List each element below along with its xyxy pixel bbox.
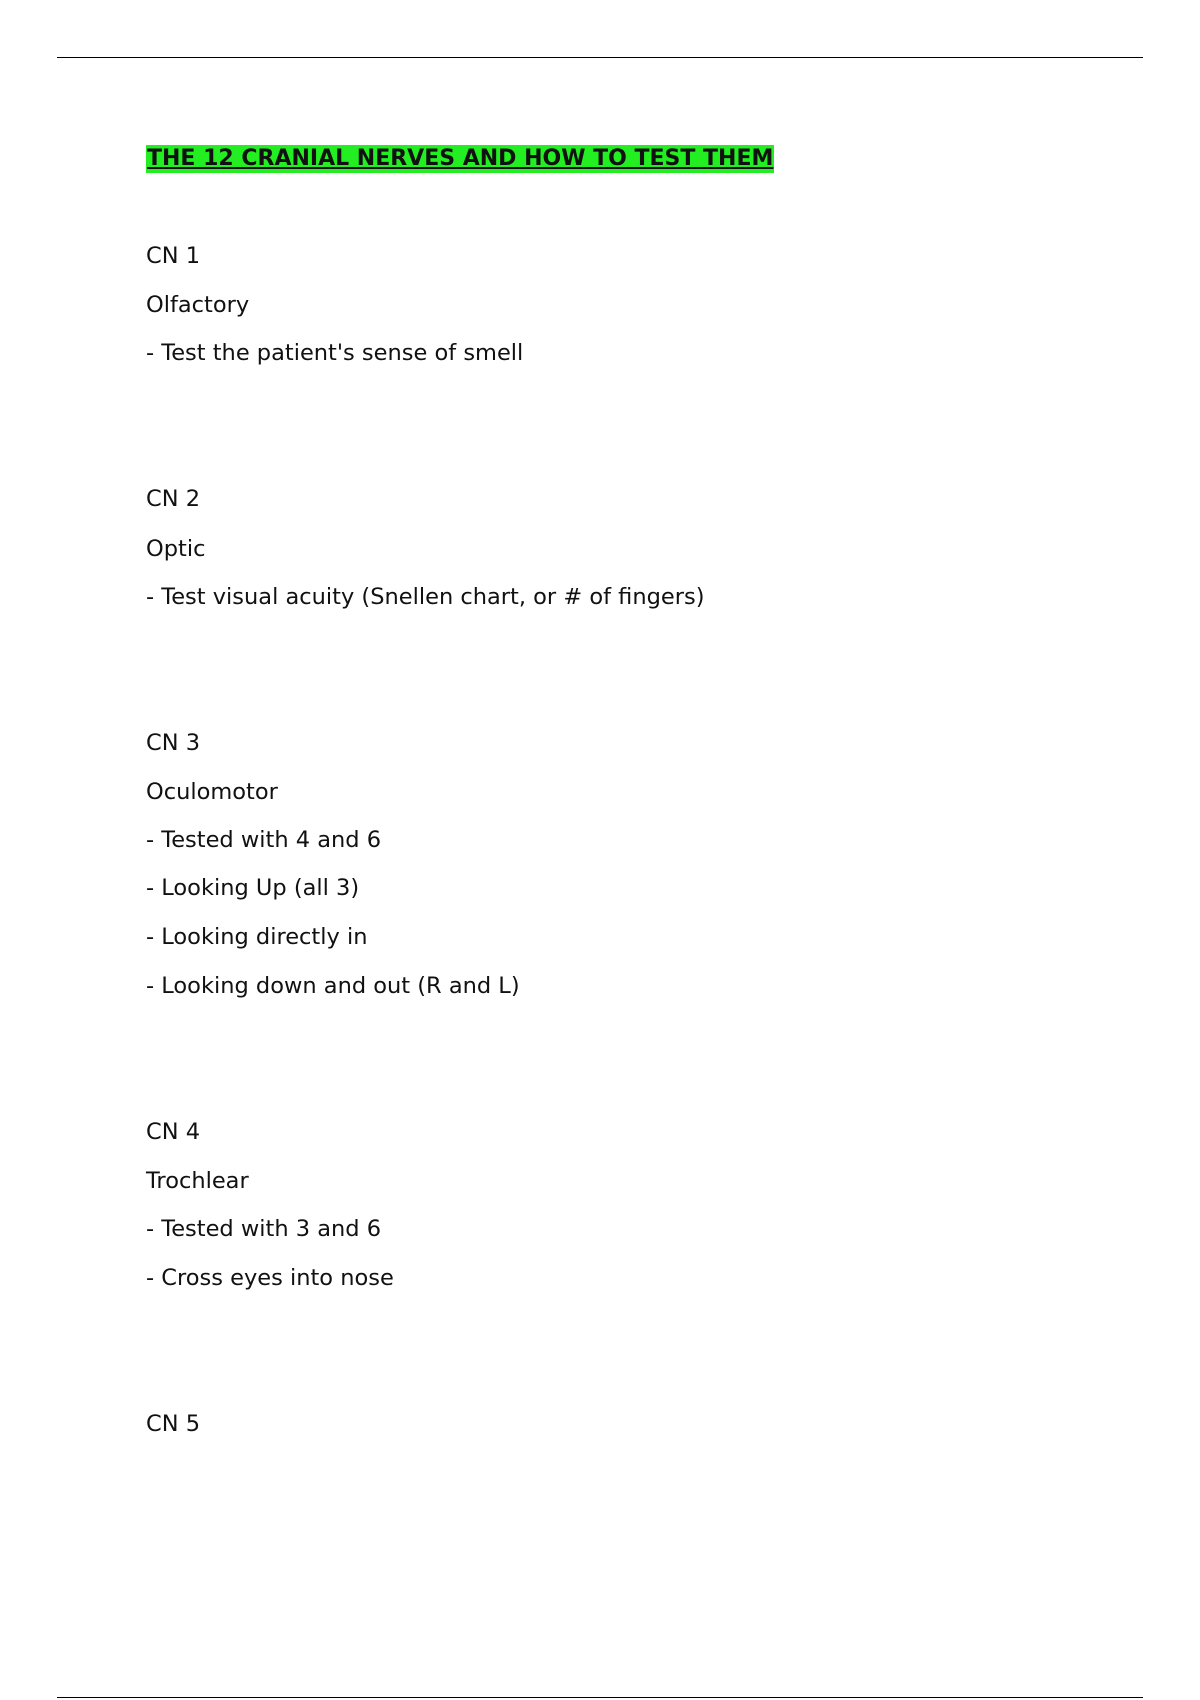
- section-cn1-label: CN 1: [146, 243, 201, 269]
- section-cn4-test-1: - Tested with 3 and 6: [146, 1216, 382, 1242]
- section-cn2-label: CN 2: [146, 486, 201, 512]
- section-cn3-test-3: - Looking directly in: [146, 924, 368, 950]
- section-cn3-test-1: - Tested with 4 and 6: [146, 827, 382, 853]
- section-cn5-label: CN 5: [146, 1411, 201, 1437]
- section-cn3-label: CN 3: [146, 730, 201, 756]
- section-cn3-test-4: - Looking down and out (R and L): [146, 973, 520, 999]
- document-title: THE 12 CRANIAL NERVES AND HOW TO TEST THEM: [147, 146, 774, 171]
- section-cn3-test-2: - Looking Up (all 3): [146, 875, 360, 901]
- section-cn2-name: Optic: [146, 536, 206, 562]
- section-cn1-name: Olfactory: [146, 292, 250, 318]
- section-cn3-name: Oculomotor: [146, 779, 278, 805]
- section-cn4-label: CN 4: [146, 1119, 201, 1145]
- footer-rule: [57, 1697, 1143, 1698]
- header-rule: [57, 57, 1143, 58]
- section-cn4-name: Trochlear: [146, 1168, 249, 1194]
- section-cn2-test-1: - Test visual acuity (Snellen chart, or # of fingers): [146, 584, 705, 610]
- section-cn4-test-2: - Cross eyes into nose: [146, 1265, 394, 1291]
- section-cn1-test-1: - Test the patient's sense of smell: [146, 340, 524, 366]
